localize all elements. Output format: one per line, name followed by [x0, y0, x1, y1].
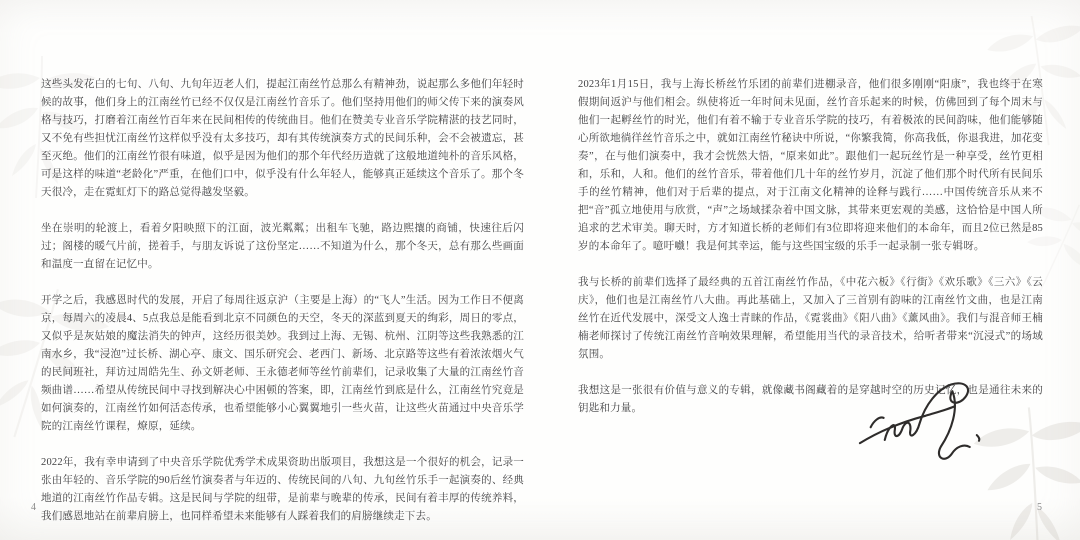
paragraph: 我想这是一张很有价值与意义的专辑，就像藏书阁藏着的是穿越时空的历史记忆，也是通往未来的钥匙和力量。 [578, 385, 1043, 414]
text-column-left [41, 76, 524, 540]
handwritten-signature [850, 372, 1015, 476]
paragraph: 我与长桥的前辈们选择了最经典的五首江南丝竹作品，《中花六板》《行街》《欢乐歌》《三六》《云庆》，他们也是江南丝竹八大曲。再此基础上，又加入了三首别有韵味的江南丝竹文曲，也是江南丝竹在近代发展中，深受文人逸士青睐的作品，《霓裳曲》《阳八曲》《薰风曲》。我们与混音师王楠楠老师探讨了传统江南丝竹音响效果理解，希望能用当代的录音技术，给听者带来“沉浸式”的场域氛围。 [578, 277, 1043, 360]
page-number-left: 4 [31, 502, 36, 513]
paragraph: 2022年，我有幸申请到了中央音乐学院优秀学术成果资助出版项目，我想这是一个很好的机会，记录一张由年轻的、音乐学院的90后丝竹演奏者与年迈的、传统民间的八旬、九旬丝竹乐手一起演奏的、经典地道的江南丝竹作品专辑。这是民间与学院的纽带，是前辈与晚辈的传承，民间有着丰厚的传统养料，我们感恩地站在前辈肩膀上，也同样希望未来能够有人踩着我们的肩膀继续走下去。 [41, 457, 524, 522]
paragraph: 开学之后，我感恩时代的发展，开启了每周往返京沪（主要是上海）的“飞人”生活。因为工作日不便离京，每周六的凌晨4、5点我总是能看到北京不同颜色的天空，冬天的深蓝到夏天的绚彩，周日的零点，又似乎是灰姑娘的魔法消失的钟声，这经历很美妙。我到过上海、无锡、杭州、江阴等这些我熟悉的江南水乡，我“浸泡”过长桥、湖心亭、康文、国乐研究会、老西门、新场、北京路等这些有着浓浓烟火气的民间班社，拜访过周皓先生、孙文妍老师、王永德老师等丝竹前辈们，记录收集了大量的江南丝竹音频曲谱……希望从传统民间中寻找到解决心中困顿的答案，即，江南丝竹到底是什么，江南丝竹究竟是如何演奏的，江南丝竹如何活态传承，也希望能够小心翼翼地引一些火苗，让这些火苗通过中央音乐学院的江南丝竹课程，燎原，延续。 [41, 295, 524, 432]
paragraph: 2023年1月15日，我与上海长桥丝竹乐团的前辈们进棚录音，他们很多刚刚“阳康”，我也终于在寒假期间返沪与他们相会。纵使将近一年时间未见面，丝竹音乐起来的时候，仿佛回到了每个周末与他们一起孵丝竹的时光，他们有着不输于专业音乐学院的技巧，有着极浓的民间韵味，他们能够随心所欲地徜徉丝竹音乐之中，就如江南丝竹秘诀中所说，“你繁我简，你高我低，你退我进，加花变奏”，在与他们演奏中，我才会恍然大悟，“原来如此”。跟他们一起玩丝竹是一种享受，丝竹更相和，乐和，人和。他们的丝竹音乐，带着他们几十年的丝竹岁月，沉淀了他们那个时代所有民间乐手的丝竹精神，他们对于后辈的提点，对于江南文化精神的诠释与践行……中国传统音乐从来不把“音”孤立地使用与欣赏，“声”之场域揉杂着中国文脉，其带来更宏观的美感，这恰恰是中国人所追求的艺术审美。聊天时，方才知道长桥的老师们有3位即将迎来他们的本命年，而且2位已然是85岁的本命年了。噫吁嚱！我是何其幸运，能与这些国宝级的乐手一起录制一张专辑呀。 [578, 79, 1043, 252]
paragraph: 这些头发花白的七旬、八旬、九旬年迈老人们，提起江南丝竹总那么有精神劲，说起那么多他们年轻时候的故事，他们身上的江南丝竹已经不仅仅是江南丝竹音乐了。他们坚持用他们的师父传下来的演奏风格与技巧，打磨着江南丝竹百年来在民间相传的传统曲目。他们在赞美专业音乐学院精湛的技艺同时，又不免有些担忧江南丝竹这样似乎没有太多技巧，却有其传统演奏方式的民间乐种，会不会被遗忘，甚至灭绝。他们的江南丝竹很有味道，似乎是因为他们的那个年代经历造就了这般地道纯朴的音乐风格，可是这样的味道“老龄化”严重，在他们口中，似乎没有什么年轻人，能够真正延续这个音乐了。那个冬天很冷，走在霓虹灯下的路总觉得越发坚毅。 [41, 79, 524, 198]
paragraph: 坐在崇明的轮渡上，看着夕阳映照下的江面，波光粼粼；出租车飞驰，路边熙攘的商铺，快速往后闪过；阁楼的暖气片前，搓着手，与朋友诉说了这份坚定……不知道为什么，那个冬天，总有那么些画面和温度一直留在记忆中。 [41, 223, 524, 270]
page-number-right: 5 [1037, 502, 1042, 513]
